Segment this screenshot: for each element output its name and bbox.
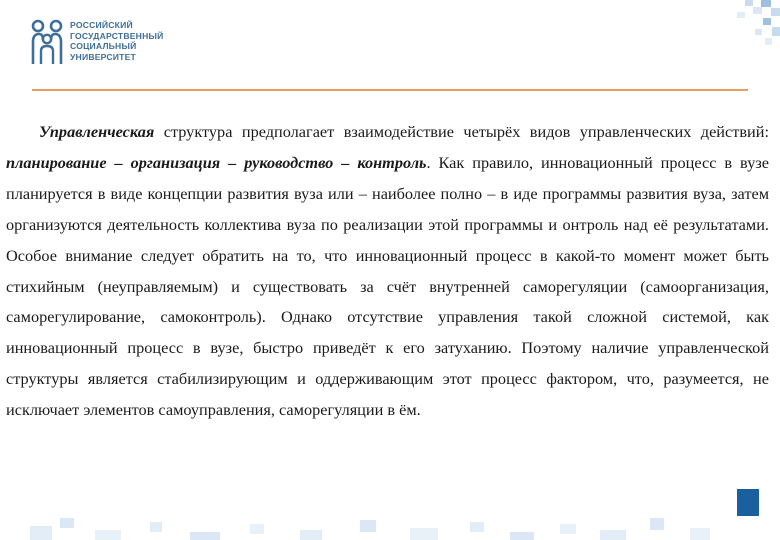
logo-line-1: РОССИЙСКИЙ bbox=[70, 20, 133, 30]
logo-line-2: ГОСУДАРСТВЕННЫЙ bbox=[70, 30, 164, 41]
university-name bbox=[70, 20, 163, 62]
university-logo bbox=[30, 18, 163, 66]
corner-pixel-decoration bbox=[725, 0, 780, 46]
people-logo-icon bbox=[30, 18, 66, 66]
management-cycle: планирование – организация – руководство – контроль bbox=[6, 152, 427, 172]
text-part-1: структура предполагает взаимодействие четырёх видов управленческих действий: bbox=[154, 122, 769, 141]
logo-line-4: УНИВЕРСИТЕТ bbox=[70, 51, 136, 62]
lead-term: Управленческая bbox=[39, 122, 155, 141]
text-part-2: . Как правило, инновационный процесс в вузе планируется в виде концепции развития вуза или – наиболее полно – в иде программы развития вуза, затем организуются деятельность коллектива вуза по реализации этой программы и онтроль над её результатами. Особое внимание следует обратить на то, что инновационный процесс в какой-то момент может быть стихийным (неуправляемым) и существовать за счёт внутренней саморегуляции (самоорганизация, саморегулирование, самоконтроль). Однако отсутствие управления такой сложной системой, как инновационный процесс в вузе, быстро приведёт к его затуханию. Поэтому наличие управленческой структуры является стабилизирующим и оддерживающим этот процесс фактором, что, разумеется, не исключает элементов самоуправления, саморегуляции в ём. bbox=[6, 152, 769, 420]
logo-line-3: СОЦИАЛЬНЫЙ bbox=[70, 41, 137, 52]
bottom-pixel-decoration bbox=[0, 504, 780, 540]
brand-square bbox=[737, 489, 759, 516]
body-paragraph bbox=[6, 117, 769, 426]
header-divider bbox=[32, 89, 748, 91]
